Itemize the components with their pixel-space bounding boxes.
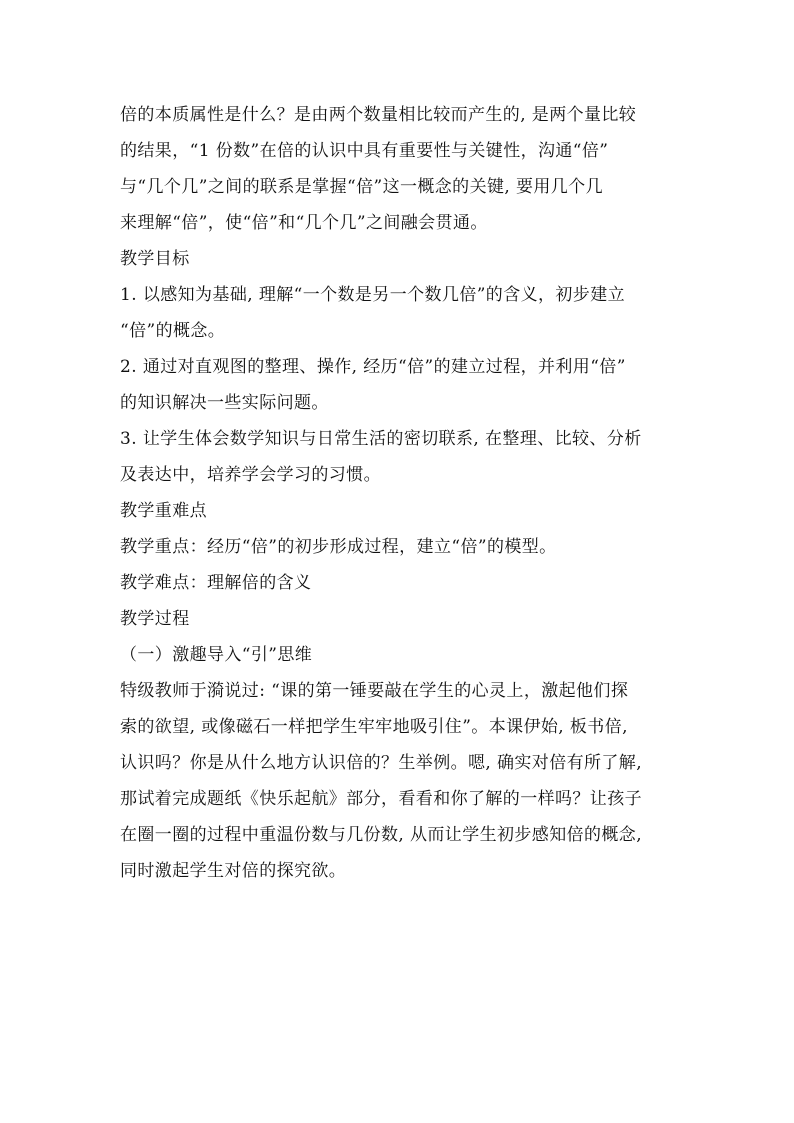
goal-item-3: 3. 让学生体会数学知识与日常生活的密切联系, 在整理、比较、分析 bbox=[120, 429, 642, 449]
text-line: “倍”的概念。 bbox=[120, 321, 226, 341]
goal-item-2: 2. 通过对直观图的整理、操作, 经历“倍”的建立过程，并利用“倍” bbox=[120, 357, 626, 377]
text-line: 的结果，“1 份数”在倍的认识中具有重要性与关键性，沟通“倍” bbox=[120, 141, 609, 161]
goal-item-1: 1. 以感知为基础, 理解“一个数是另一个数几倍”的含义，初步建立 bbox=[120, 285, 626, 305]
section-heading-key-points: 教学重难点 bbox=[120, 501, 207, 521]
section-heading-teaching-goals: 教学目标 bbox=[120, 249, 190, 269]
text-line: 索的欲望, 或像磁石一样把学生牢牢地吸引住”。本课伊始, 板书倍, bbox=[120, 717, 628, 737]
text-line: 与“几个几”之间的联系是掌握“倍”这一概念的关键, 要用几个几 bbox=[120, 177, 603, 197]
text-line: 倍的本质属性是什么？是由两个数量相比较而产生的, 是两个量比较 bbox=[120, 105, 637, 125]
section-heading-teaching-process: 教学过程 bbox=[120, 609, 190, 629]
text-line: 同时激起学生对倍的探究欲。 bbox=[120, 861, 347, 881]
text-line: 及表达中，培养学会学习的习惯。 bbox=[120, 465, 381, 485]
text-line: 来理解“倍”，使“倍”和“几个几”之间融会贯通。 bbox=[120, 213, 488, 233]
text-line: 特级教师于漪说过: “课的第一锤要敲在学生的心灵上，激起他们探 bbox=[120, 681, 629, 701]
text-line: 在圈一圈的过程中重温份数与几份数, 从而让学生初步感知倍的概念, bbox=[120, 825, 643, 845]
document-body bbox=[120, 97, 680, 889]
difficult-point-line: 教学难点：理解倍的含义 bbox=[120, 573, 312, 593]
text-line: 的知识解决一些实际问题。 bbox=[120, 393, 329, 413]
subsection-heading: （一）激趣导入“引”思维 bbox=[120, 645, 313, 665]
text-line: 认识吗？你是从什么地方认识倍的？生举例。嗯, 确实对倍有所了解, bbox=[120, 753, 643, 773]
text-line: 那试着完成题纸《快乐起航》部分，看看和你了解的一样吗？让孩子 bbox=[120, 789, 642, 809]
key-point-line: 教学重点：经历“倍”的初步形成过程，建立“倍”的模型。 bbox=[120, 537, 557, 557]
